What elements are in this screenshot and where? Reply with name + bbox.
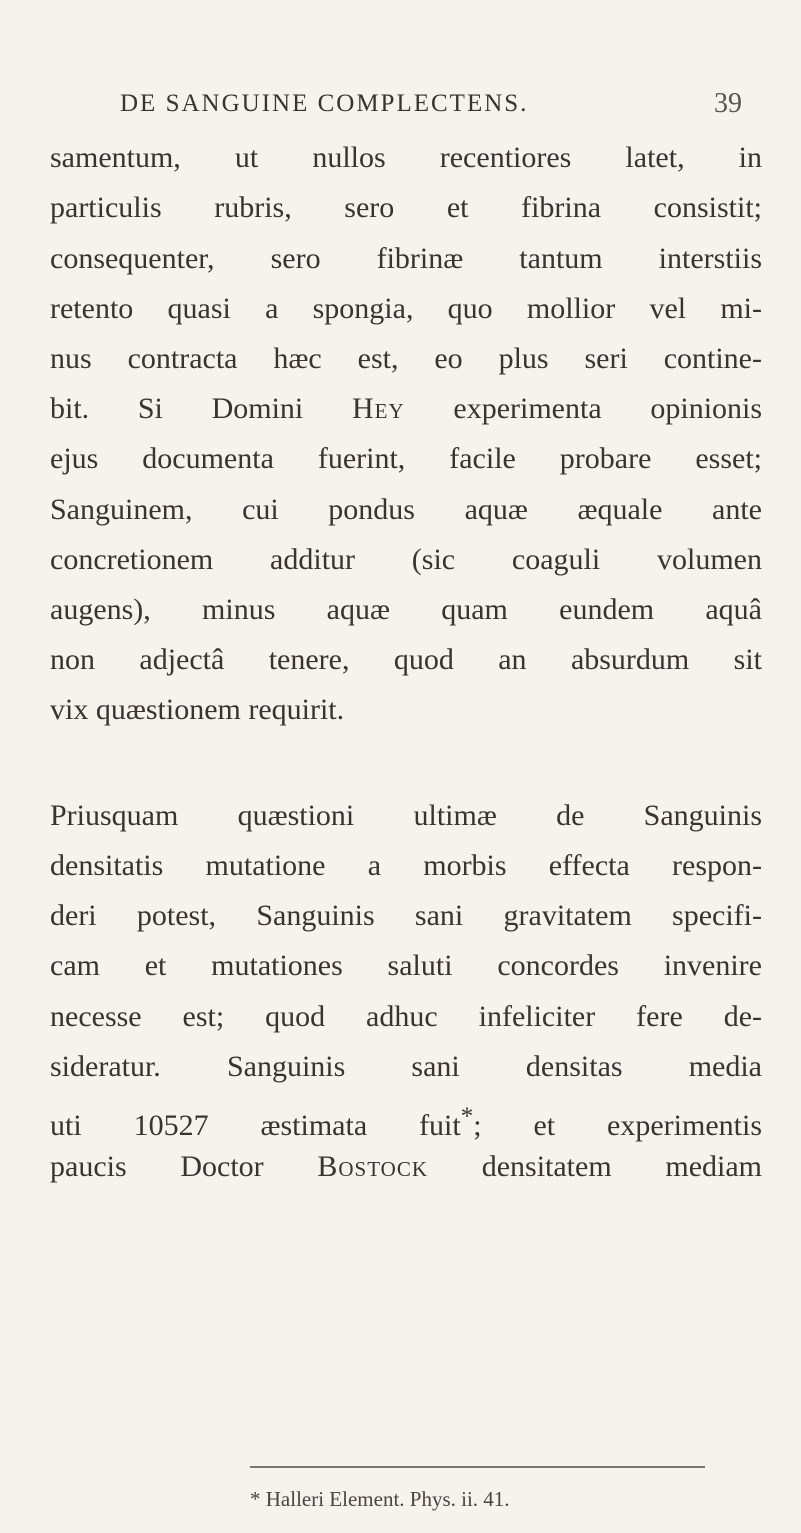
footnote-divider	[250, 1466, 705, 1468]
text-segment: experimenta opinionis	[453, 392, 763, 425]
footnote-marker: *	[460, 1103, 474, 1130]
text-line: vix quæstionem requirit.	[50, 693, 345, 726]
text-segment: ; et experimentis	[473, 1109, 762, 1142]
text-line: particulis rubris, sero et fibrina consistit;	[50, 191, 762, 224]
text-segment: paucis Doctor	[50, 1150, 264, 1183]
text-line	[50, 1097, 762, 1146]
text-line: necesse est; quod adhuc infeliciter fere de-	[50, 1000, 762, 1033]
running-header: DE SANGUINE COMPLECTENS.	[120, 90, 529, 117]
text-line: ejus documenta fuerint, facile probare esset;	[50, 442, 762, 475]
footnote	[250, 1486, 510, 1512]
author-name-bostock: Bostock	[317, 1150, 428, 1183]
footnote-marker: *	[250, 1487, 261, 1511]
text-line: sideratur. Sanguinis sani densitas media	[50, 1050, 762, 1083]
text-line	[50, 1147, 762, 1187]
text-line: densitatis mutatione a morbis effecta respon-	[50, 849, 762, 882]
text-line: concretionem additur (sic coaguli volumen	[50, 543, 762, 576]
text-line: samentum, ut nullos recentiores latet, in	[50, 141, 762, 174]
text-segment: bit. Si Domini	[50, 392, 304, 425]
author-name-hey: Hey	[352, 392, 405, 425]
text-line: deri potest, Sanguinis sani gravitatem specifi-	[50, 899, 762, 932]
text-line: Priusquam quæstioni ultimæ de Sanguinis	[50, 799, 762, 832]
text-line: non adjectâ tenere, quod an absurdum sit	[50, 643, 762, 676]
text-line: consequenter, sero fibrinæ tantum interstiis	[50, 242, 762, 275]
page-number: 39	[714, 88, 742, 119]
text-line: Sanguinem, cui pondus aquæ æquale ante	[50, 493, 762, 526]
text-line	[50, 389, 762, 429]
text-line: cam et mutationes saluti concordes invenire	[50, 949, 762, 982]
footnote-text: Halleri Element. Phys. ii. 41.	[265, 1487, 510, 1511]
text-segment: uti 10527 æstimata fuit	[50, 1109, 461, 1142]
text-segment: densitatem mediam	[481, 1150, 762, 1183]
text-line: nus contracta hæc est, eo plus seri contine-	[50, 342, 762, 375]
text-line: augens), minus aquæ quam eundem aquâ	[50, 593, 762, 626]
text-line: retento quasi a spongia, quo mollior vel mi-	[50, 292, 762, 325]
